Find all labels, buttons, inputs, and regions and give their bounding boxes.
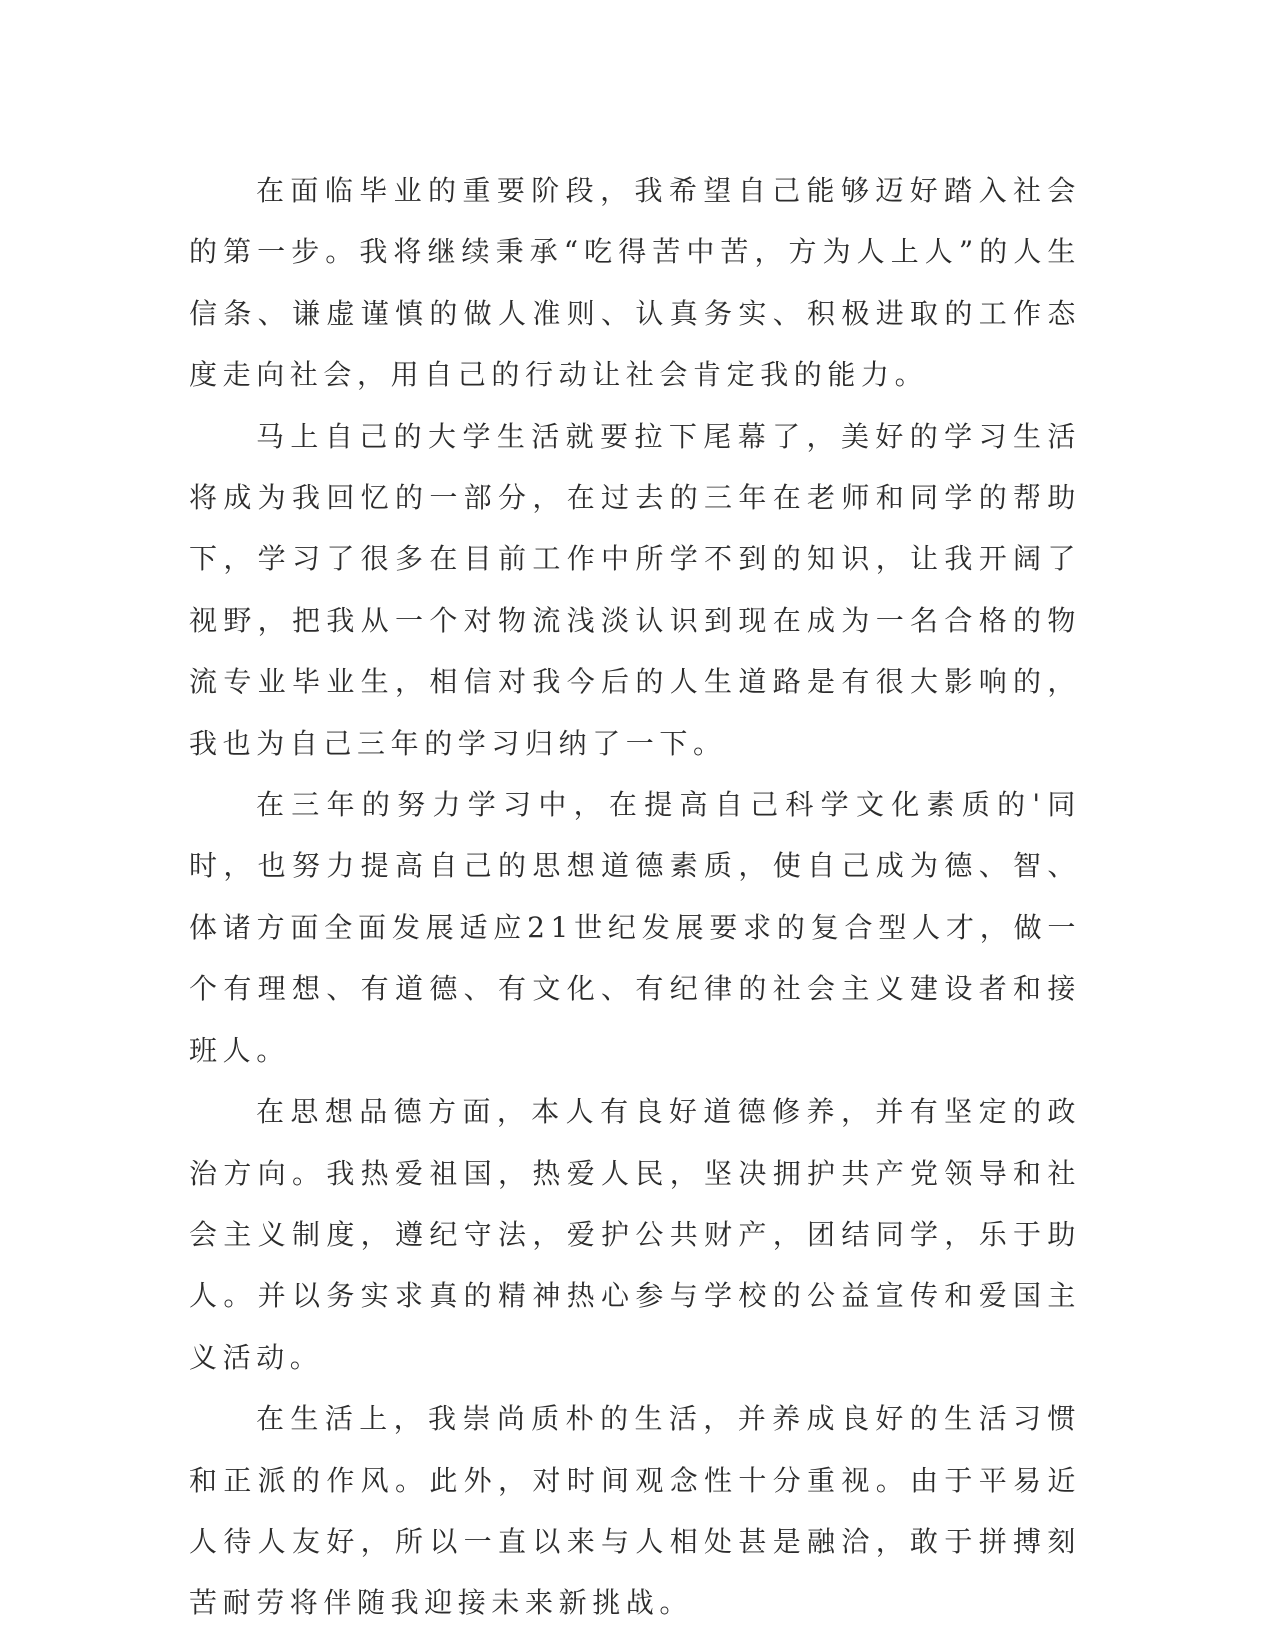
paragraph-college-life: 马上自己的大学生活就要拉下尾幕了，美好的学习生活将成为我回忆的一部分，在过去的三年在老师和同学的帮助下，学习了很多在目前工作中所学不到的知识，让我开阔了视野，把我从一个对物流浅淡认识到现在成为一名合格的物流专业毕业生，相信对我今后的人生道路是有很大影响的，我也为自己三年的学习归纳了一下。 xyxy=(189,419,1081,760)
paragraph-graduation-goals: 在面临毕业的重要阶段，我希望自己能够迈好踏入社会的第一步。我将继续秉承“吃得苦中苦，方为人上人”的人生信条、谦虚谨慎的做人准则、认真务实、积极进取的工作态度走向社会，用自己的行动让社会肯定我的能力。 xyxy=(189,174,1081,392)
paragraph-daily-life: 在生活上，我崇尚质朴的生活，并养成良好的生活习惯和正派的作风。此外，对时间观念性十分重视。由于平易近人待人友好，所以一直以来与人相处甚是融洽，敢于拼搏刻苦耐劳将伴随我迎接未来新挑战。 xyxy=(189,1402,1081,1620)
paragraph-moral-character: 在思想品德方面，本人有良好道德修养，并有坚定的政治方向。我热爱祖国，热爱人民，坚决拥护共产党领导和社会主义制度，遵纪守法，爱护公共财产，团结同学，乐于助人。并以务实求真的精神热心参与学校的公益宣传和爱国主义活动。 xyxy=(189,1095,1081,1374)
paragraph-study-quality: 在三年的努力学习中，在提高自己科学文化素质的'同时，也努力提高自己的思想道德素质，使自己成为德、智、体诸方面全面发展适应21世纪发展要求的复合型人才，做一个有理想、有道德、有文化、有纪律的社会主义建设者和接班人。 xyxy=(189,788,1081,1067)
document-body xyxy=(189,160,1081,1634)
